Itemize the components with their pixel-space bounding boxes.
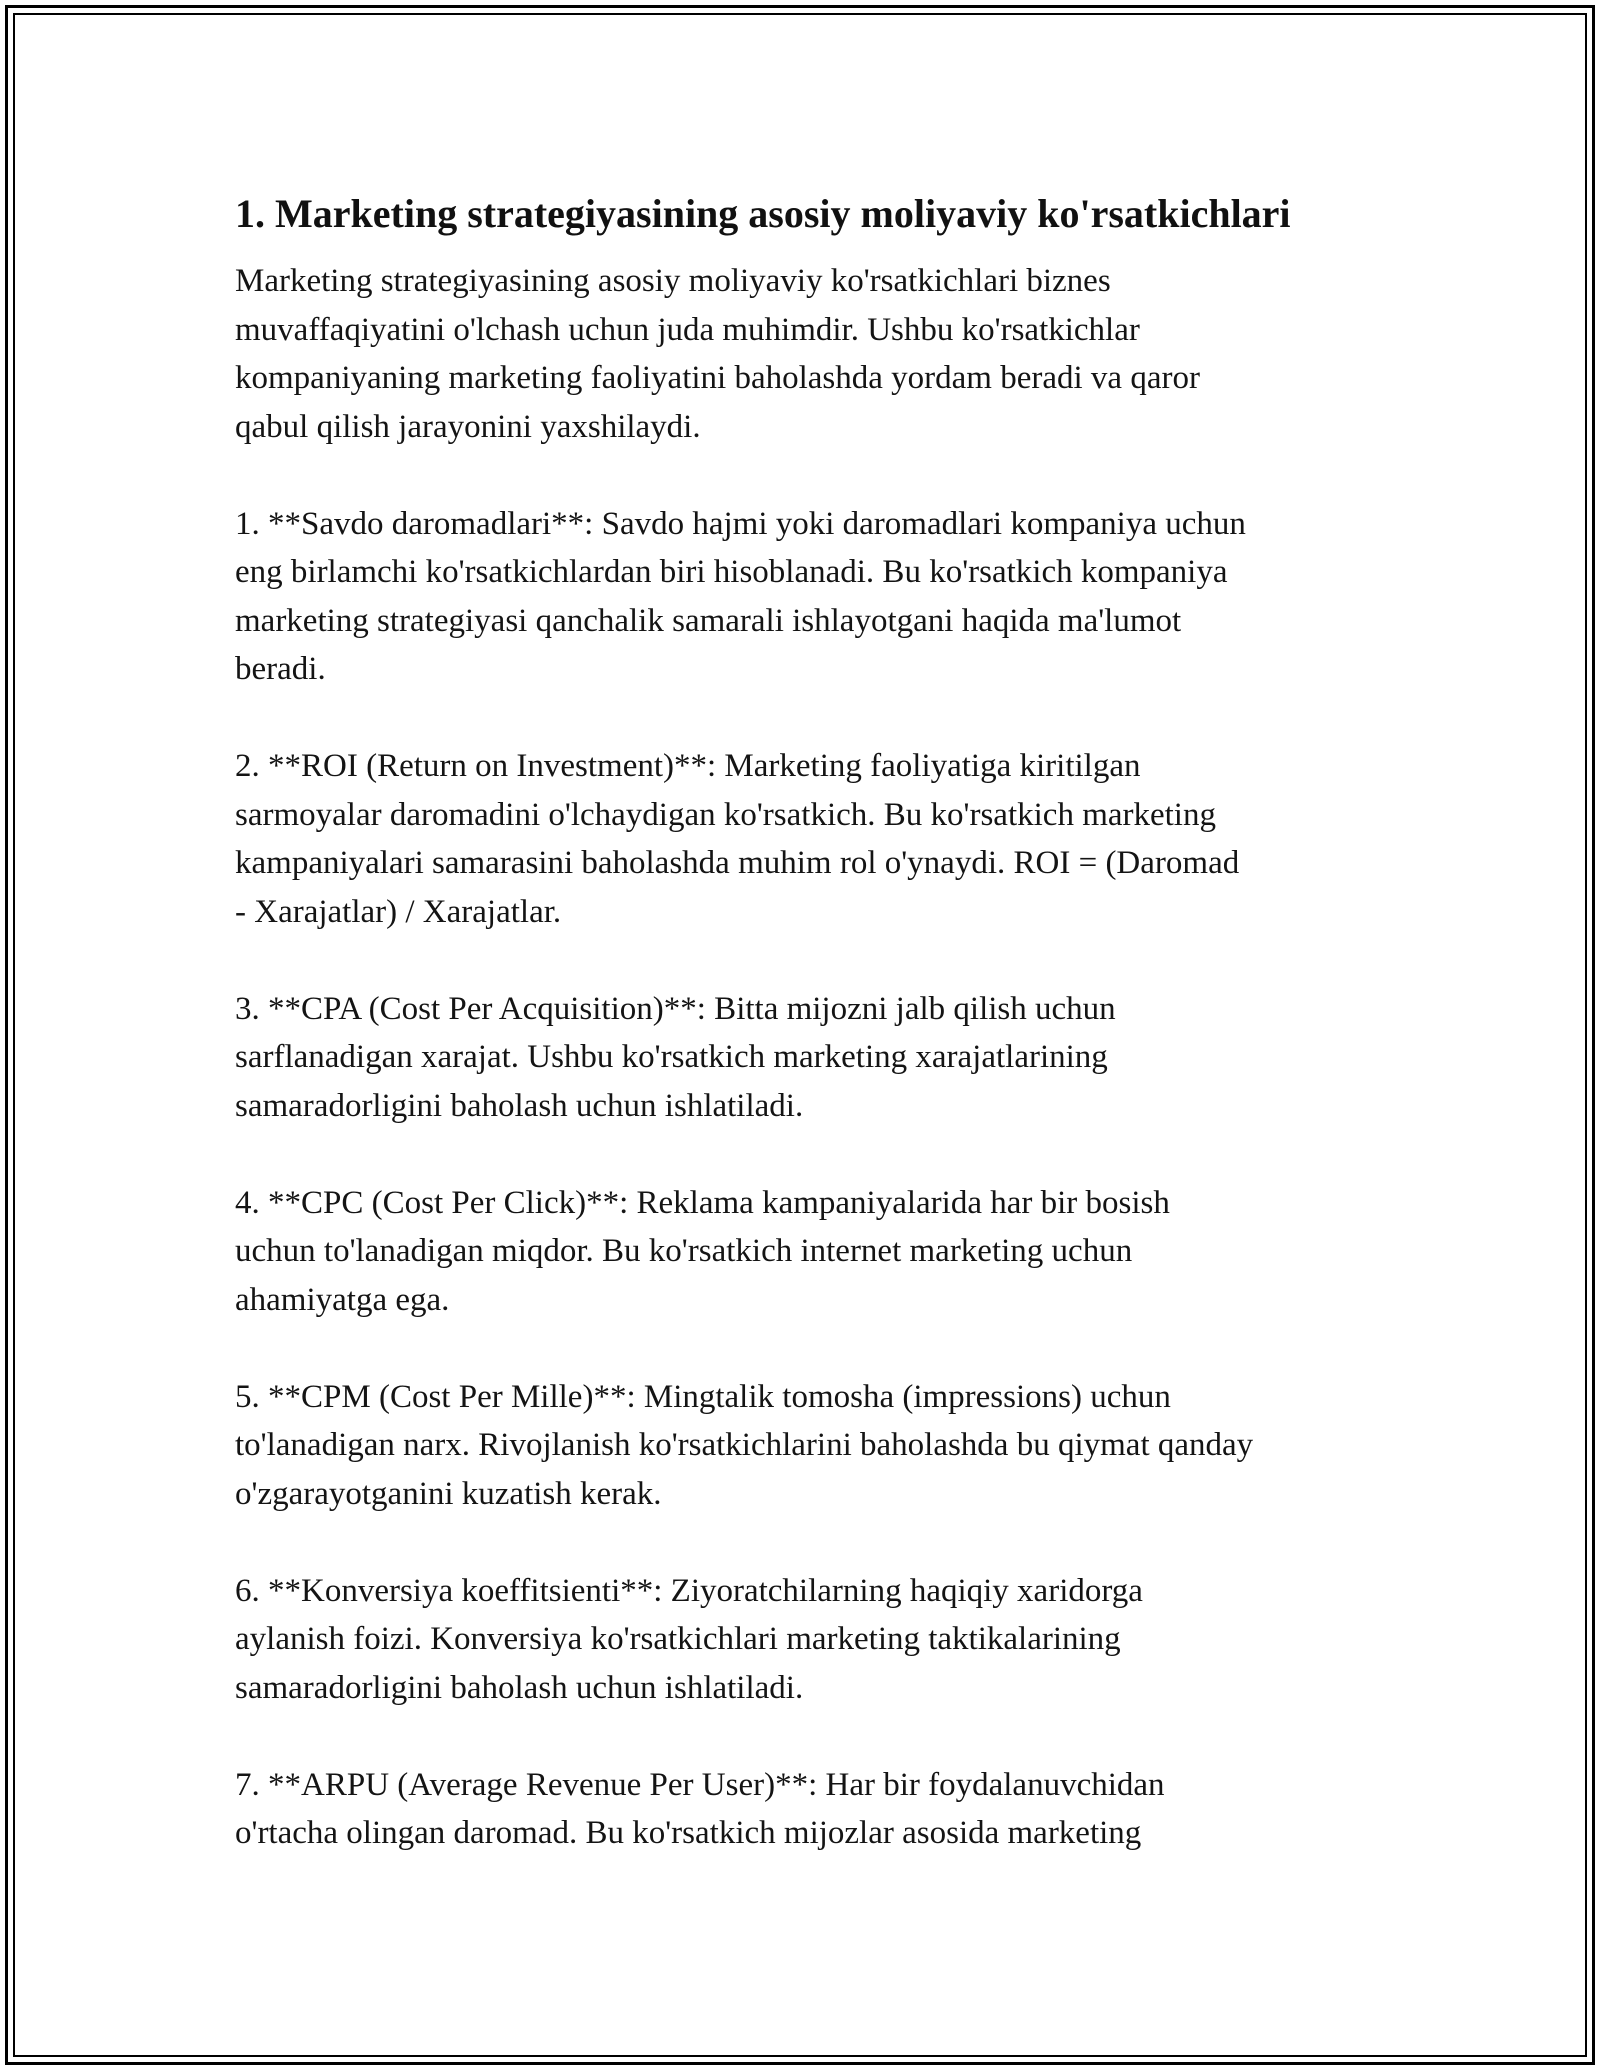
list-item-savdo-daromadlari: 1. **Savdo daromadlari**: Savdo hajmi yoki daromadlari kompaniya uchun eng birlamchi ko'rsatkichlardan biri hisoblanadi. Bu ko'rsatkich kompaniya marketing strategiyasi qanchalik samarali ishlayotgani haqida ma'lumot beradi. — [235, 505, 1246, 687]
list-item-cpa: 3. **CPA (Cost Per Acquisition)**: Bitta mijozni jalb qilish uchun sarflanadigan xarajat. Ushbu ko'rsatkich marketing xarajatlarining samaradorligini baholash uchun ishlatiladi. — [235, 990, 1116, 1124]
document-title: 1. Marketing strategiyasining asosiy moliyaviy ko'rsatkichlari — [235, 191, 1291, 236]
list-item-arpu: 7. **ARPU (Average Revenue Per User)**: Har bir foydalanuvchidan o'rtacha olingan daromad. Bu ko'rsatkich mijozlar asosida marketing — [235, 1766, 1165, 1851]
list-item-cpc: 4. **CPC (Cost Per Click)**: Reklama kampaniyalarida har bir bosish uchun to'lanadigan miqdor. Bu ko'rsatkich internet marketing uchun ahamiyatga ega. — [235, 1184, 1170, 1318]
document-body — [235, 185, 1375, 1858]
list-item-cpm: 5. **CPM (Cost Per Mille)**: Mingtalik tomosha (impressions) uchun to'lanadigan narx. Rivojlanish ko'rsatkichlarini baholashda bu qiymat qanday o'zgarayotganini kuzatish kerak. — [235, 1378, 1254, 1512]
list-item-roi: 2. **ROI (Return on Investment)**: Marketing faoliyatiga kiritilgan sarmoyalar daromadini o'lchaydigan ko'rsatkich. Bu ko'rsatkich marketing kampaniyalari samarasini baholashda muhim rol o'ynaydi. ROI = (Daromad - Xarajatlar) / Xarajatlar. — [235, 748, 1240, 930]
list-item-konversiya: 6. **Konversiya koeffitsienti**: Ziyoratchilarning haqiqiy xaridorga aylanish foizi. Konversiya ko'rsatkichlari marketing taktikalarining samaradorligini baholash uchun ishlatiladi. — [235, 1572, 1143, 1706]
intro-paragraph: Marketing strategiyasining asosiy moliyaviy ko'rsatkichlari biznes muvaffaqiyatini o'lchash uchun juda muhimdir. Ushbu ko'rsatkichlar kompaniyaning marketing faoliyatini baholashda yordam beradi va qaror qabul qilish jarayonini yaxshilaydi. — [235, 263, 1200, 445]
